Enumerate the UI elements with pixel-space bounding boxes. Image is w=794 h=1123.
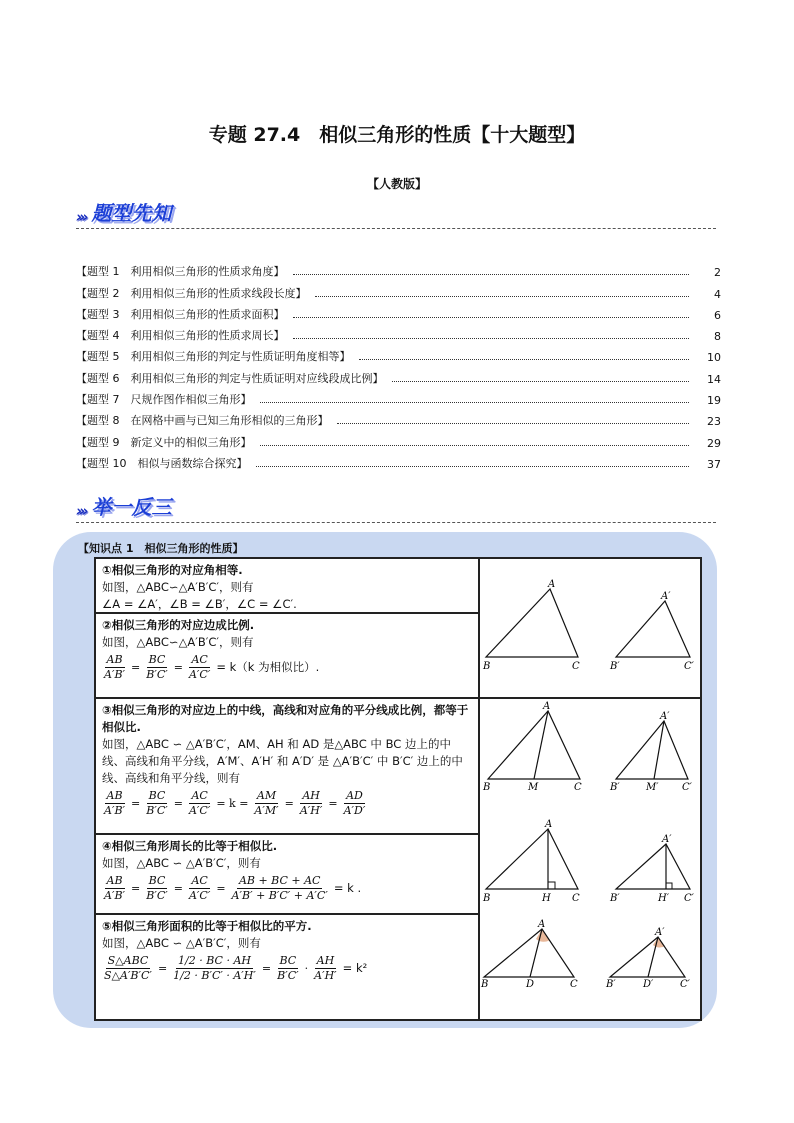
vertex-label: A′	[661, 591, 671, 602]
property-3: ③相似三角形的对应边上的中线，高线和对应角的平分线成比例，都等于相似比. 如图，△ABC ∽ △A′B′C′，AM、AH 和 AD 是△ABC 中 BC 边上的中线、高线和角平分线，A′M′、A′H′ 和 A′D′ 是 △A′B′C′ 中 B′C′ 边上的中线、高线和角平分线，则有 $\frac{AB}{A'B'}$ = $\frac{BC}{B'C'}$ = $\frac{AC}{A'C'}$ = k = $\frac{AM}{A'M'}$ = $\frac{AH}{A'H'}$ = $\frac{AD}{A'D'}$	[95, 698, 479, 834]
toc-leader	[260, 402, 690, 403]
banner-title: 题型先知	[91, 201, 172, 225]
toc-page: 37	[707, 457, 721, 471]
toc-page: 2	[714, 266, 721, 280]
svg-text:D′: D′	[643, 979, 654, 990]
fraction: $\frac{AD}{A'D'}$	[343, 789, 366, 817]
property-1: ①相似三角形的对应角相等. 如图，△ABC∽△A′B′C′，则有 ∠A = ∠A′，∠B = ∠B′，∠C = ∠C′.	[95, 558, 479, 613]
svg-text:A′: A′	[655, 927, 665, 938]
toc-label: 【题型 6 利用相似三角形的判定与性质证明对应线段成比例】	[76, 371, 384, 385]
toc-label: 【题型 2 利用相似三角形的性质求线段长度】	[76, 286, 307, 300]
toc-item[interactable]	[76, 343, 721, 364]
fraction: $\frac{1/2 \cdot BC \cdot AH}{1/2 \cdot B'C' \cdot A'H'}$	[173, 954, 256, 982]
toc-label: 【题型 4 利用相似三角形的性质求周长】	[76, 329, 285, 343]
property-4: ④相似三角形周长的比等于相似比. 如图，△ABC ∽ △A′B′C′，则有 $\frac{AB}{A'B'}$ = $\frac{BC}{B'C'}$ = $\frac{AC}{A'C'}$ = $\frac{AB + BC + AC}{A'B' + B'C' + A'C'}$ = k .	[95, 834, 479, 914]
svg-text:A: A	[538, 919, 546, 930]
toc-item[interactable]	[76, 428, 721, 449]
svg-text:A: A	[543, 701, 551, 712]
svg-text:M: M	[528, 782, 539, 793]
svg-text:B′: B′	[606, 979, 616, 990]
toc-item[interactable]	[76, 450, 721, 471]
fraction: $\frac{AC}{A'C'}$	[188, 789, 211, 817]
fraction: $\frac{BC}{B'C'}$	[146, 874, 168, 902]
fraction: $\frac{AB + BC + AC}{A'B' + B'C' + A'C'}$	[231, 874, 328, 902]
svg-text:A′: A′	[662, 834, 672, 845]
fraction: $\frac{AB}{A'B'}$	[104, 874, 126, 902]
toc-leader	[256, 466, 690, 467]
fraction: $\frac{AH}{A'H'}$	[314, 954, 337, 982]
fraction: $\frac{AC}{A'C'}$	[188, 653, 211, 681]
toc-page: 19	[707, 394, 721, 408]
toc-leader	[359, 359, 690, 360]
fraction: $\frac{AM}{A'M'}$	[254, 789, 279, 817]
page-title: 专题 27.4 相似三角形的性质【十大题型】	[208, 124, 586, 146]
fraction: $\frac{\text{S△ABC}}{S\triangle A'B'C'}$	[104, 954, 152, 982]
fraction: $\frac{AH}{A'H'}$	[299, 789, 323, 817]
fraction: $\frac{BC}{B'C'}$	[146, 789, 168, 817]
svg-text:C: C	[574, 782, 582, 793]
svg-text:C′: C′	[682, 782, 692, 793]
toc-item[interactable]	[76, 301, 721, 322]
property-2: ②相似三角形的对应边成比例. 如图，△ABC∽△A′B′C′，则有 $\frac{AB}{A'B'}$ = $\frac{BC}{B'C'}$ = $\frac{AC}{A'C'}$ = k（k 为相似比）.	[95, 613, 479, 698]
toc-item[interactable]	[76, 322, 721, 343]
toc-label: 【题型 9 新定义中的相似三角形】	[76, 435, 252, 449]
svg-text:C: C	[570, 979, 578, 990]
svg-text:H′: H′	[658, 893, 669, 904]
figure-similar-triangles	[479, 558, 701, 698]
figure-medians-heights-bisectors	[479, 698, 701, 1020]
svg-text:B′: B′	[610, 893, 620, 904]
svg-text:A′: A′	[660, 711, 670, 722]
toc-leader	[293, 338, 690, 339]
knowledge-table	[94, 557, 702, 1021]
divider	[76, 522, 716, 523]
fraction: $\frac{BC}{B'C'}$	[146, 653, 168, 681]
toc-item[interactable]	[76, 258, 721, 279]
svg-text:B: B	[483, 782, 491, 793]
toc-page: 4	[714, 287, 721, 301]
banner-examples	[76, 492, 172, 520]
banner-arrows-icon: ›››	[76, 208, 86, 226]
svg-text:C′: C′	[684, 893, 694, 904]
vertex-label: B′	[610, 661, 620, 672]
fraction: $\frac{AB}{A'B'}$	[104, 653, 126, 681]
toc-label: 【题型 8 在网格中画与已知三角形相似的三角形】	[76, 414, 329, 428]
svg-text:B′: B′	[610, 782, 620, 793]
toc-page: 10	[707, 351, 721, 365]
vertex-label: A	[548, 579, 556, 590]
edition-label: 【人教版】	[366, 177, 427, 191]
svg-text:B: B	[483, 893, 491, 904]
toc-label: 【题型 3 利用相似三角形的性质求面积】	[76, 307, 285, 321]
toc-item[interactable]	[76, 407, 721, 428]
toc-page: 14	[707, 372, 721, 386]
svg-text:A: A	[545, 819, 553, 830]
svg-text:B: B	[481, 979, 489, 990]
svg-text:C′: C′	[680, 979, 690, 990]
fraction: $\frac{BC}{B'C'}$	[277, 954, 299, 982]
table-of-contents	[76, 258, 721, 471]
vertex-label: C	[572, 661, 580, 672]
toc-leader	[260, 445, 690, 446]
svg-text:C: C	[572, 893, 580, 904]
toc-item[interactable]	[76, 279, 721, 300]
toc-page: 29	[707, 436, 721, 450]
toc-leader	[293, 274, 690, 275]
banner-question-types	[76, 198, 172, 226]
toc-page: 6	[714, 308, 721, 322]
vertex-label: C′	[684, 661, 694, 672]
knowledge-heading: 【知识点 1 相似三角形的性质】	[78, 542, 244, 555]
svg-text:M′: M′	[646, 782, 659, 793]
vertex-label: B	[483, 661, 491, 672]
toc-item[interactable]	[76, 386, 721, 407]
toc-page: 23	[707, 415, 721, 429]
property-5: ⑤相似三角形面积的比等于相似比的平方. 如图，△ABC ∽ △A′B′C′，则有 $\frac{\text{S△ABC}}{S\triangle A'B'C'}$ = $\frac{1/2 \cdot BC \cdot AH}{1/2 \cdot B'C' \cdot A'H'}$ = $\frac{BC}{B'C'}$ · $\frac{AH}{A'H'}$ = k²	[95, 914, 479, 1020]
toc-label: 【题型 7 尺规作图作相似三角形】	[76, 393, 252, 407]
banner-arrows-icon: ›››	[76, 502, 86, 520]
fraction: $\frac{AC}{A'C'}$	[188, 874, 211, 902]
toc-leader	[392, 381, 690, 382]
svg-text:D: D	[526, 979, 535, 990]
toc-leader	[337, 423, 690, 424]
toc-label: 【题型 10 相似与函数综合探究】	[76, 456, 248, 470]
toc-leader	[293, 317, 690, 318]
toc-page: 8	[714, 330, 721, 344]
toc-leader	[315, 296, 690, 297]
banner-title: 举一反三	[91, 495, 172, 519]
divider	[76, 228, 716, 229]
toc-label: 【题型 1 利用相似三角形的性质求角度】	[76, 265, 285, 279]
fraction: $\frac{AB}{A'B'}$	[104, 789, 126, 817]
toc-label: 【题型 5 利用相似三角形的判定与性质证明角度相等】	[76, 350, 351, 364]
toc-item[interactable]	[76, 364, 721, 385]
svg-text:H: H	[542, 893, 551, 904]
